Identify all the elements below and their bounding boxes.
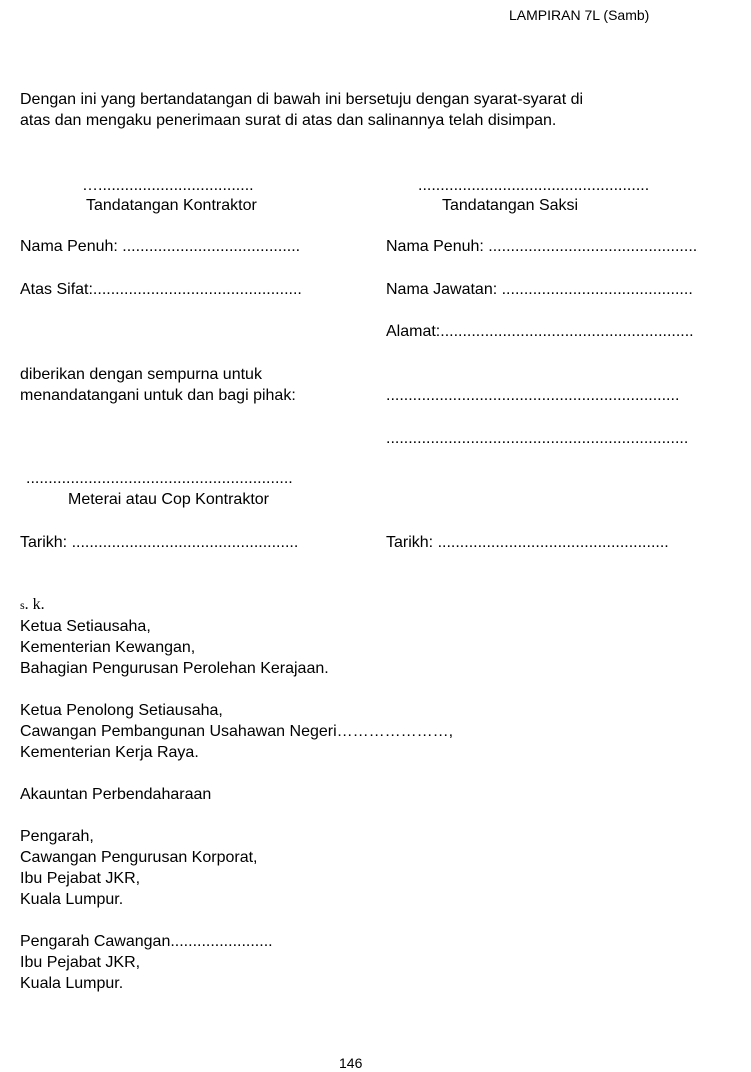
copy-recipient-line: Akauntan Perbendaharaan xyxy=(20,786,212,803)
copy-recipient-line: Kuala Lumpur. xyxy=(20,975,124,992)
copy-recipient-line: Cawangan Pembangunan Usahawan Negeri…………………, xyxy=(20,723,454,740)
copies-heading-s: s xyxy=(20,598,25,612)
seal-dots: ............................................................ xyxy=(26,470,293,487)
copy-recipient-line: Ketua Penolong Setiausaha, xyxy=(20,702,223,719)
annex-label: LAMPIRAN 7L (Samb) xyxy=(509,7,650,23)
witness-date-field: Tarikh: .................................................... xyxy=(386,534,669,551)
copy-recipient-line: Ibu Pejabat JKR, xyxy=(20,870,141,887)
witness-full-name-field: Nama Penuh: ............................................... xyxy=(386,238,698,255)
witness-signature-dots: .................................................... xyxy=(418,177,650,194)
authorization-line-2: menandatangani untuk dan bagi pihak: xyxy=(20,387,296,404)
copy-recipient-line: Kuala Lumpur. xyxy=(20,891,124,908)
intro-line-1: Dengan ini yang bertandatangan di bawah ini bersetuju dengan syarat-syarat di xyxy=(20,91,584,108)
authorization-line-1: diberikan dengan sempurna untuk xyxy=(20,366,262,383)
witness-blank-line-1: .................................................................. xyxy=(386,387,680,404)
copy-recipient-line: Kementerian Kerja Raya. xyxy=(20,744,199,761)
witness-signature-label: Tandatangan Saksi xyxy=(442,197,579,214)
copy-recipient-line: Ketua Setiausaha, xyxy=(20,618,151,635)
page-number: 146 xyxy=(339,1055,363,1071)
copy-recipient-line: Pengarah, xyxy=(20,828,94,845)
contractor-date-field: Tarikh: ................................................... xyxy=(20,534,299,551)
copies-heading-rest: . k. xyxy=(24,596,45,613)
seal-label: Meterai atau Cop Kontraktor xyxy=(68,491,269,508)
contractor-full-name-field: Nama Penuh: ........................................ xyxy=(20,238,301,255)
witness-department-field: Nama Jawatan: ........................................... xyxy=(386,281,693,298)
intro-line-2: atas dan mengaku penerimaan surat di atas dan salinannya telah disimpan. xyxy=(20,112,557,129)
contractor-signature-dots: …................................... xyxy=(82,177,254,194)
copy-recipient-line: Ibu Pejabat JKR, xyxy=(20,954,141,971)
witness-blank-line-2: .................................................................... xyxy=(386,430,689,447)
copy-recipient-line: Kementerian Kewangan, xyxy=(20,639,196,656)
copy-recipient-line: Bahagian Pengurusan Perolehan Kerajaan. xyxy=(20,660,329,677)
contractor-capacity-field: Atas Sifat:............................................... xyxy=(20,281,302,298)
witness-address-field: Alamat:......................................................... xyxy=(386,323,694,340)
copy-recipient-line: Pengarah Cawangan....................... xyxy=(20,933,273,950)
copy-recipient-line: Cawangan Pengurusan Korporat, xyxy=(20,849,258,866)
copies-heading xyxy=(20,594,45,616)
contractor-signature-label: Tandatangan Kontraktor xyxy=(86,197,257,214)
